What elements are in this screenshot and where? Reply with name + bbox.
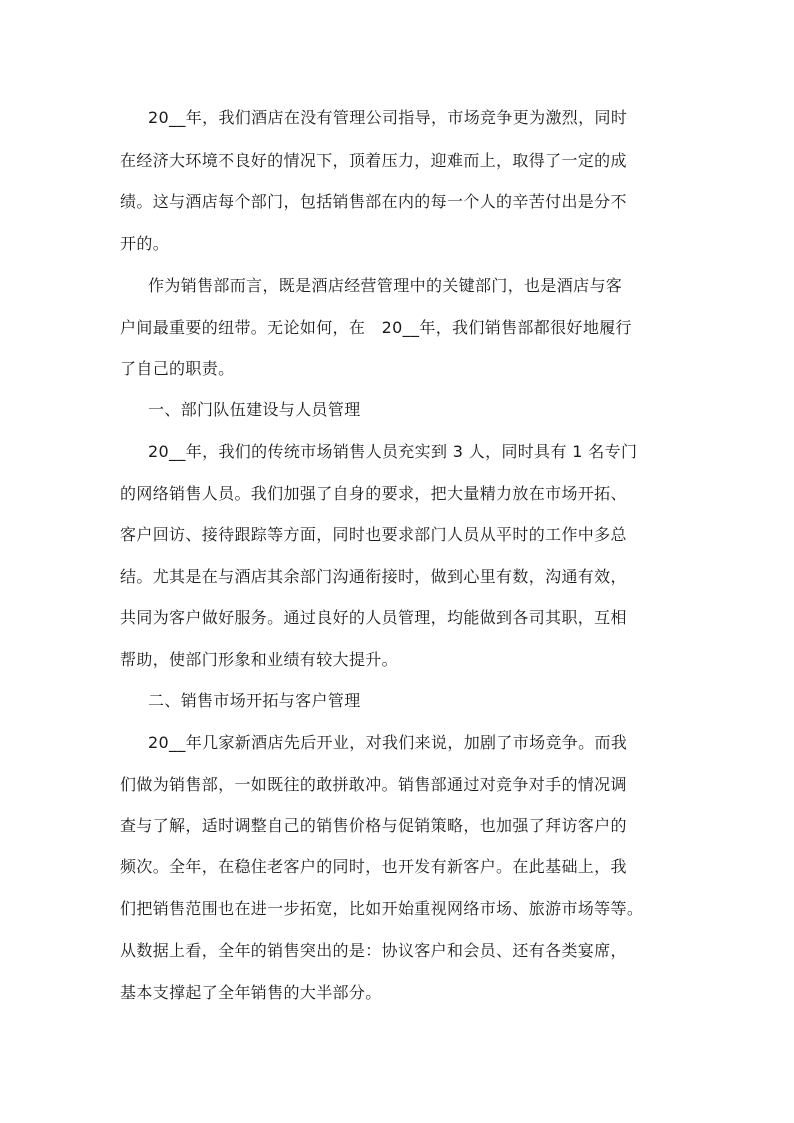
paragraph-3-line-5: 共同为客户做好服务。通过良好的人员管理，均能做到各司其职，互相 xyxy=(120,608,627,627)
section-heading-2: 二、销售市场开拓与客户管理 xyxy=(148,691,361,710)
paragraph-3-line-3: 客户回访、接待跟踪等方面，同时也要求部门人员从平时的工作中多总 xyxy=(120,525,627,544)
section-heading-1: 一、部门队伍建设与人员管理 xyxy=(148,400,361,419)
paragraph-1-line-3: 绩。这与酒店每个部门，包括销售部在内的每一个人的辛苦付出是分不 xyxy=(120,192,627,211)
paragraph-3-line-1: 20__年，我们的传统市场销售人员充实到 3 人，同时具有 1 名专门 xyxy=(148,442,638,461)
paragraph-2-line-3: 了自己的职责。 xyxy=(120,359,235,378)
paragraph-1-line-4: 开的。 xyxy=(120,234,170,253)
paragraph-1-line-2: 在经济大环境不良好的情况下，顶着压力，迎难而上，取得了一定的成 xyxy=(120,151,627,170)
paragraph-4-line-6: 从数据上看，全年的销售突出的是：协议客户和会员、还有各类宴席， xyxy=(120,941,627,960)
paragraph-2-line-2: 户间最重要的纽带。无论如何，在 20__年，我们销售部都很好地履行 xyxy=(120,318,632,337)
paragraph-4-line-1: 20__年几家新酒店先后开业，对我们来说，加剧了市场竞争。而我 xyxy=(148,733,628,752)
paragraph-4-line-3: 查与了解，适时调整自己的销售价格与促销策略，也加强了拜访客户的 xyxy=(120,816,627,835)
paragraph-3-line-2: 的网络销售人员。我们加强了自身的要求，把大量精力放在市场开拓、 xyxy=(120,484,627,503)
paragraph-3-line-4: 结。尤其是在与酒店其余部门沟通衔接时，做到心里有数，沟通有效， xyxy=(120,567,627,586)
paragraph-4-line-7: 基本支撑起了全年销售的大半部分。 xyxy=(120,983,382,1002)
paragraph-4-line-2: 们做为销售部，一如既往的敢拼敢冲。销售部通过对竞争对手的情况调 xyxy=(120,775,627,794)
paragraph-1-line-1: 20__年，我们酒店在没有管理公司指导，市场竞争更为激烈，同时 xyxy=(148,108,628,127)
paragraph-3-line-6: 帮助，使部门形象和业绩有较大提升。 xyxy=(120,650,398,669)
paragraph-4-line-4: 频次。全年，在稳住老客户的同时，也开发有新客户。在此基础上，我 xyxy=(120,857,627,876)
paragraph-2-line-1: 作为销售部而言，既是酒店经营管理中的关键部门，也是酒店与客 xyxy=(148,276,623,295)
paragraph-4-line-5: 们把销售范围也在进一步拓宽，比如开始重视网络市场、旅游市场等等。 xyxy=(120,899,644,918)
